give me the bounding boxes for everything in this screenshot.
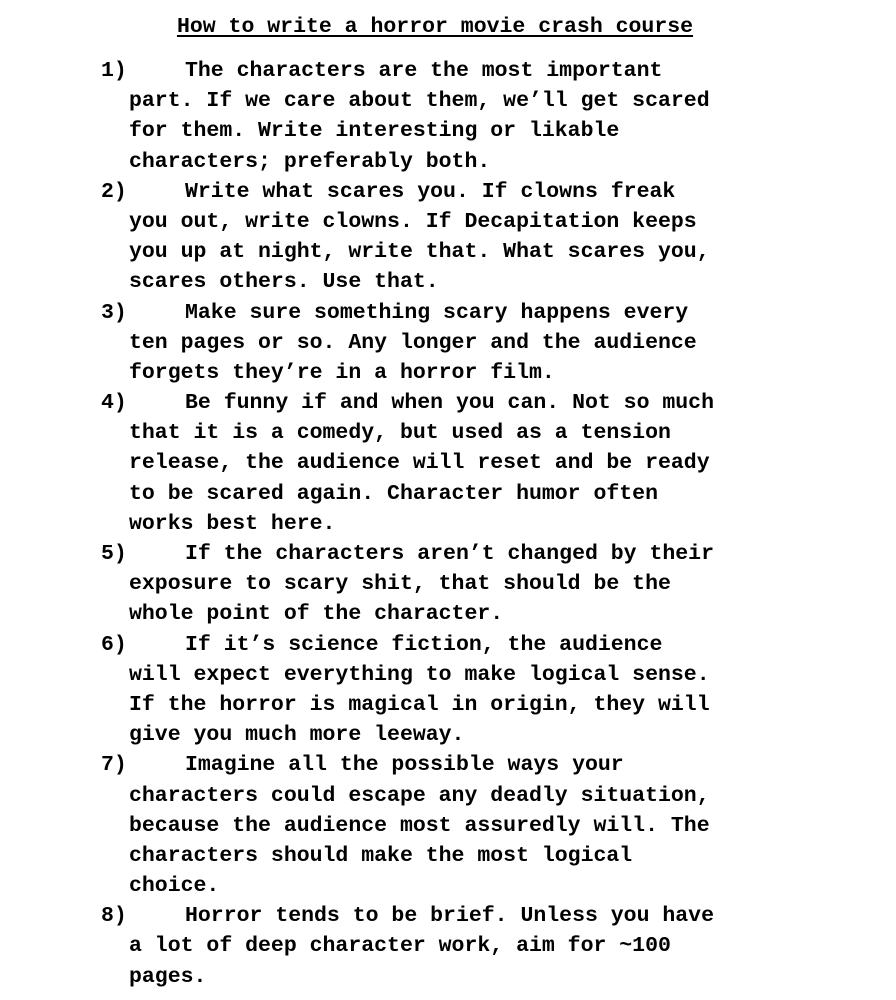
tips-list — [101, 56, 891, 992]
item-number: 7) — [101, 753, 127, 778]
item-line: for them. Write interesting or likable — [129, 119, 620, 144]
list-item — [101, 177, 891, 298]
item-line: If it’s science fiction, the audience — [185, 632, 663, 657]
list-item — [101, 56, 891, 177]
item-number: 6) — [101, 632, 127, 657]
item-line: Horror tends to be brief. Unless you have — [185, 904, 714, 929]
item-line: choice. — [129, 874, 220, 899]
list-item — [101, 901, 891, 992]
item-line: If the characters aren’t changed by their — [185, 542, 714, 566]
item-line: to be scared again. Character humor often — [129, 481, 658, 506]
item-line: part. If we care about them, we’ll get scared — [129, 89, 710, 114]
item-line: scares others. Use that. — [129, 270, 439, 295]
item-line: a lot of deep character work, aim for ~100 — [129, 934, 671, 959]
list-item — [101, 298, 891, 389]
item-line: will expect everything to make logical sense. — [129, 662, 710, 687]
item-number: 5) — [101, 542, 127, 566]
item-line: characters should make the most logical — [129, 843, 633, 868]
list-item — [101, 630, 891, 751]
item-line: release, the audience will reset and be ready — [129, 451, 710, 476]
item-line: forgets they’re in a horror film. — [129, 360, 555, 385]
item-line: Imagine all the possible ways your — [185, 753, 624, 778]
item-number: 1) — [101, 59, 127, 83]
item-number: 2) — [101, 179, 127, 204]
item-line: If the horror is magical in origin, they will — [129, 692, 710, 717]
item-line: characters; preferably both. — [129, 149, 491, 174]
item-line: pages. — [129, 964, 207, 989]
item-line: you out, write clowns. If Decapitation keeps — [129, 209, 697, 234]
item-line: whole point of the character. — [129, 602, 504, 627]
document-title: How to write a horror movie crash course — [176, 15, 694, 39]
item-line: works best here. — [129, 511, 336, 536]
list-item — [101, 388, 891, 539]
item-line: Make sure something scary happens every — [185, 300, 689, 325]
item-line: The characters are the most important — [185, 59, 663, 83]
item-line: because the audience most assuredly will. The — [129, 813, 710, 838]
item-line: Be funny if and when you can. Not so much — [185, 391, 714, 416]
item-number: 8) — [101, 904, 127, 929]
item-line: Write what scares you. If clowns freak — [185, 179, 676, 204]
list-item — [101, 750, 891, 901]
item-line: ten pages or so. Any longer and the audience — [129, 330, 697, 355]
item-line: characters could escape any deadly situation, — [129, 783, 710, 808]
item-number: 3) — [101, 300, 127, 325]
list-item — [101, 539, 891, 630]
item-line: exposure to scary shit, that should be the — [129, 572, 671, 597]
item-line: you up at night, write that. What scares you, — [129, 240, 710, 265]
item-line: give you much more leeway. — [129, 723, 465, 748]
item-line: that it is a comedy, but used as a tension — [129, 421, 671, 446]
item-number: 4) — [101, 391, 127, 416]
